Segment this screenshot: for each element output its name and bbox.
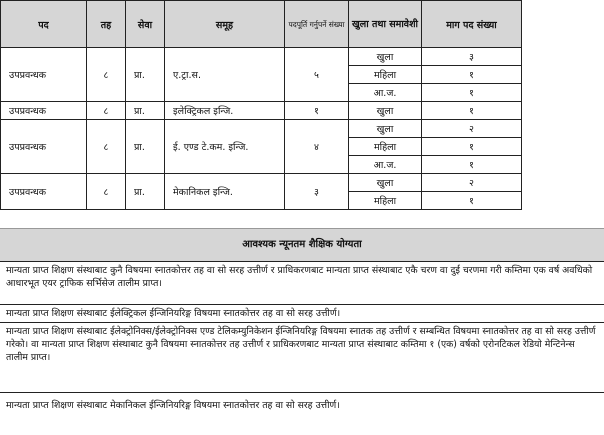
demand-cell: ३ <box>422 48 522 66</box>
post-cell: उपप्रवन्धक <box>1 102 87 120</box>
service-cell: प्रा. <box>126 102 165 120</box>
service-cell: प्रा. <box>126 174 165 210</box>
group-cell: मेकानिकल इन्जि. <box>165 174 285 210</box>
post-cell: उपप्रवन्धक <box>1 48 87 102</box>
level-cell: ८ <box>87 102 126 120</box>
header-post: पद <box>1 1 87 48</box>
header-service: सेवा <box>126 1 165 48</box>
demand-cell: १ <box>422 192 522 210</box>
count-cell: ३ <box>285 174 349 210</box>
count-cell: ४ <box>285 120 349 174</box>
qualification-section <box>0 228 604 421</box>
category-cell: खुला <box>349 174 422 192</box>
category-cell: महिला <box>349 192 422 210</box>
demand-cell: १ <box>422 84 522 102</box>
category-cell: आ.ज. <box>349 156 422 174</box>
category-cell: खुला <box>349 48 422 66</box>
qualification-title: आवश्यक न्यूनतम शैक्षिक योग्यता <box>0 228 604 262</box>
qualification-item: मान्यता प्राप्त शिक्षण संस्थाबाट मेकानिकल ईन्जिनियरिङ्ग विषयमा स्नातकोत्तर तह वा सो सरह उत्तीर्ण। <box>6 400 340 411</box>
qualification-item: मान्यता प्राप्त शिक्षण संस्थाबाट ईलेक्ट्रोनिक्स/ईलेक्ट्रोनिक्स एण्ड टेलिकम्युनिकेशन ईन्जिनियरिङ्ग विषयमा स्नातक तह उत्तीर्ण र सम्बन्धित विषयमा स्नातकोत्तर तह वा सो सरह उत्तीर्ण गरेको। वा मान्यता प्राप्त शिक्षण संस्थाबाट कुनै विषयमा स्नातकोत्तर तह उत्तीर्ण र प्राधिकरणबाट मान्यता प्राप्त संस्थाबाट कम्तिमा १ (एक) वर्षको एरोनटिकल रेडियो मेन्टिनेन्स तालीम प्राप्त। <box>0 323 604 393</box>
table-row <box>1 102 522 120</box>
demand-cell: २ <box>422 120 522 138</box>
demand-cell: १ <box>422 102 522 120</box>
category-cell: महिला <box>349 66 422 84</box>
qualification-item: मान्यता प्राप्त शिक्षण संस्थाबाट ईलेक्ट्रिकल ईन्जिनियरिङ्ग विषयमा स्नातकोत्तर तह वा सो सरह उत्तीर्ण। <box>0 305 604 323</box>
header-level: तह <box>87 1 126 48</box>
header-demand-count: माग पद संख्या <box>422 1 522 48</box>
header-category: खुला तथा समावेशी <box>349 1 422 48</box>
header-fulfilment-count: पदपूर्ति गर्नुपर्ने संख्या <box>285 1 349 48</box>
level-cell: ८ <box>87 48 126 102</box>
demand-cell: २ <box>422 174 522 192</box>
group-cell: ए.ट्रा.स. <box>165 48 285 102</box>
demand-cell: १ <box>422 156 522 174</box>
category-cell: महिला <box>349 138 422 156</box>
count-cell: १ <box>285 102 349 120</box>
category-cell: खुला <box>349 120 422 138</box>
table-row <box>1 48 522 66</box>
group-cell: इलेक्ट्रिकल इन्जि. <box>165 102 285 120</box>
table-row <box>1 174 522 192</box>
level-cell: ८ <box>87 174 126 210</box>
category-cell: आ.ज. <box>349 84 422 102</box>
header-group: समूह <box>165 1 285 48</box>
category-cell: खुला <box>349 102 422 120</box>
qualification-item: मान्यता प्राप्त शिक्षण संस्थाबाट कुनै विषयमा स्नातकोत्तर तह वा सो सरह उत्तीर्ण र प्राधिकरणबाट मान्यता प्राप्त संस्थाबाट एकै चरण वा दुई चरणमा गरी कम्तिमा एक वर्ष अवधिको आधारभूत एयर ट्राफिक सर्भिसेज तालीम प्राप्त। <box>0 262 604 305</box>
count-cell: ५ <box>285 48 349 102</box>
group-cell: ई. एण्ड टे.कम. इन्जि. <box>165 120 285 174</box>
vacancy-table <box>0 0 522 210</box>
service-cell: प्रा. <box>126 48 165 102</box>
demand-cell: १ <box>422 66 522 84</box>
table-row <box>1 120 522 138</box>
demand-cell: १ <box>422 138 522 156</box>
level-cell: ८ <box>87 120 126 174</box>
post-cell: उपप्रवन्धक <box>1 174 87 210</box>
service-cell: प्रा. <box>126 120 165 174</box>
post-cell: उपप्रवन्धक <box>1 120 87 174</box>
table-header-row <box>1 1 522 48</box>
